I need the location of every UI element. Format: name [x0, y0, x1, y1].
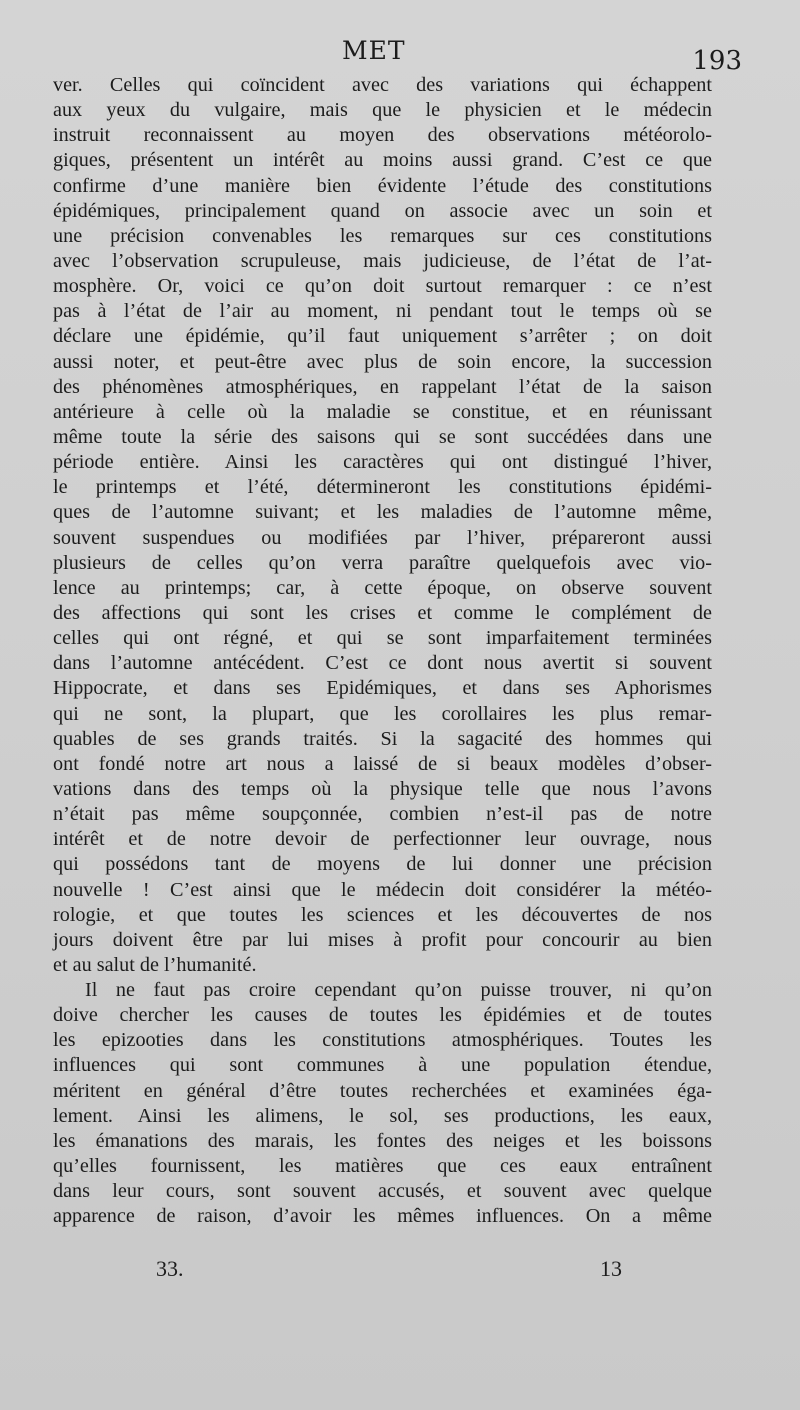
text-line: jours doivent être par lui mises à profit pour concourir au bien: [53, 928, 712, 951]
text-line: n’était pas même soupçonnée, combien n’est-il pas de notre: [53, 803, 712, 826]
text-line: antérieure à celle où la maladie se constitue, et en réunissant: [53, 400, 712, 423]
text-line: celles qui ont régné, et qui se sont imparfaitement terminées: [53, 627, 712, 650]
text-line: Il ne faut pas croire cependant qu’on puisse trouver, ni qu’on: [85, 979, 712, 1002]
text-line: influences qui sont communes à une population étendue,: [53, 1054, 712, 1077]
running-head: MET: [342, 36, 406, 65]
text-line: giques, présentent un intérêt au moins aussi grand. C’est ce que: [53, 149, 712, 172]
text-line: qui ne sont, la plupart, que les corollaires les plus remar-: [53, 702, 712, 725]
body-text: [53, 73, 712, 1229]
text-line: aussi noter, et peut-être avec plus de soin encore, la succession: [53, 350, 712, 373]
text-line: confirme d’une manière bien évidente l’étude des constitutions: [53, 174, 712, 197]
text-line: intérêt et de notre devoir de perfectionner leur ouvrage, nous: [53, 828, 712, 851]
text-line: qu’elles fournissent, les matières que ces eaux entraînent: [53, 1155, 712, 1178]
page-header: [0, 36, 800, 76]
text-line: une précision convenables les remarques sur ces constitutions: [53, 224, 712, 247]
text-line: quables de ses grands traités. Si la sagacité des hommes qui: [53, 727, 712, 750]
text-line: période entière. Ainsi les caractères qui ont distingué l’hiver,: [53, 451, 712, 474]
text-line: méritent en général d’être toutes recherchées et examinées éga-: [53, 1079, 712, 1102]
text-line: vations dans des temps où la physique telle que nous l’avons: [53, 777, 712, 800]
text-line: souvent suspendues ou modifiées par l’hiver, prépareront aussi: [53, 526, 712, 549]
text-line: lence au printemps; car, à cette époque, on observe souvent: [53, 576, 712, 599]
text-line: mosphère. Or, voici ce qu’on doit surtout remarquer : ce n’est: [53, 275, 712, 298]
text-line: ont fondé notre art nous a laissé de si beaux modèles d’obser-: [53, 752, 712, 775]
text-line: ver. Celles qui coïncident avec des variations qui échappent: [53, 74, 712, 96]
text-line: aux yeux du vulgaire, mais que le physicien et le médecin: [53, 99, 712, 122]
text-line: les epizooties dans les constitutions atmosphériques. Toutes les: [53, 1029, 712, 1052]
text-line: plusieurs de celles qu’on verra paraître quelquefois avec vio-: [53, 551, 712, 574]
page-number: 193: [692, 46, 742, 76]
text-line: des affections qui sont les crises et comme le complément de: [53, 601, 712, 624]
gathering-number: 13: [600, 1256, 622, 1281]
text-line: et au salut de l’humanité.: [53, 953, 257, 976]
text-line: qui possédons tant de moyens de lui donner une précision: [53, 853, 712, 876]
text-line: nouvelle ! C’est ainsi que le médecin doit considérer la météo-: [53, 878, 712, 901]
text-line: rologie, et que toutes les sciences et les découvertes de nos: [53, 903, 712, 926]
text-line: apparence de raison, d’avoir les mêmes influences. On a même: [53, 1205, 712, 1228]
text-line: épidémiques, principalement quand on associe avec un soin et: [53, 199, 712, 222]
text-line: le printemps et l’été, détermineront les constitutions épidémi-: [53, 476, 712, 499]
text-line: dans leur cours, sont souvent accusés, et souvent avec quelque: [53, 1180, 712, 1203]
text-line: instruit reconnaissent au moyen des observations météorolo-: [53, 124, 712, 147]
text-line: des phénomènes atmosphériques, en rappelant l’état de la saison: [53, 375, 712, 398]
text-line: lement. Ainsi les alimens, le sol, ses productions, les eaux,: [53, 1104, 712, 1127]
text-line: doive chercher les causes de toutes les épidémies et de toutes: [53, 1004, 712, 1027]
text-line: ques de l’automne suivant; et les maladies de l’automne même,: [53, 501, 712, 524]
text-line: avec l’observation scrupuleuse, mais judicieuse, de l’état de l’at-: [53, 249, 712, 272]
text-line: même toute la série des saisons qui se sont succédées dans une: [53, 425, 712, 448]
text-line: Hippocrate, et dans ses Epidémiques, et dans ses Aphorismes: [53, 677, 712, 700]
text-line: pas à l’état de l’air au moment, ni pendant tout le temps où se: [53, 300, 712, 323]
text-line: dans l’automne antécédent. C’est ce dont nous avertit si souvent: [53, 652, 712, 675]
page-footer: [0, 1256, 800, 1286]
text-line: déclare une épidémie, qu’il faut uniquement s’arrêter ; on doit: [53, 325, 712, 348]
signature-mark: 33.: [156, 1256, 184, 1281]
text-line: les émanations des marais, les fontes des neiges et les boissons: [53, 1129, 712, 1152]
